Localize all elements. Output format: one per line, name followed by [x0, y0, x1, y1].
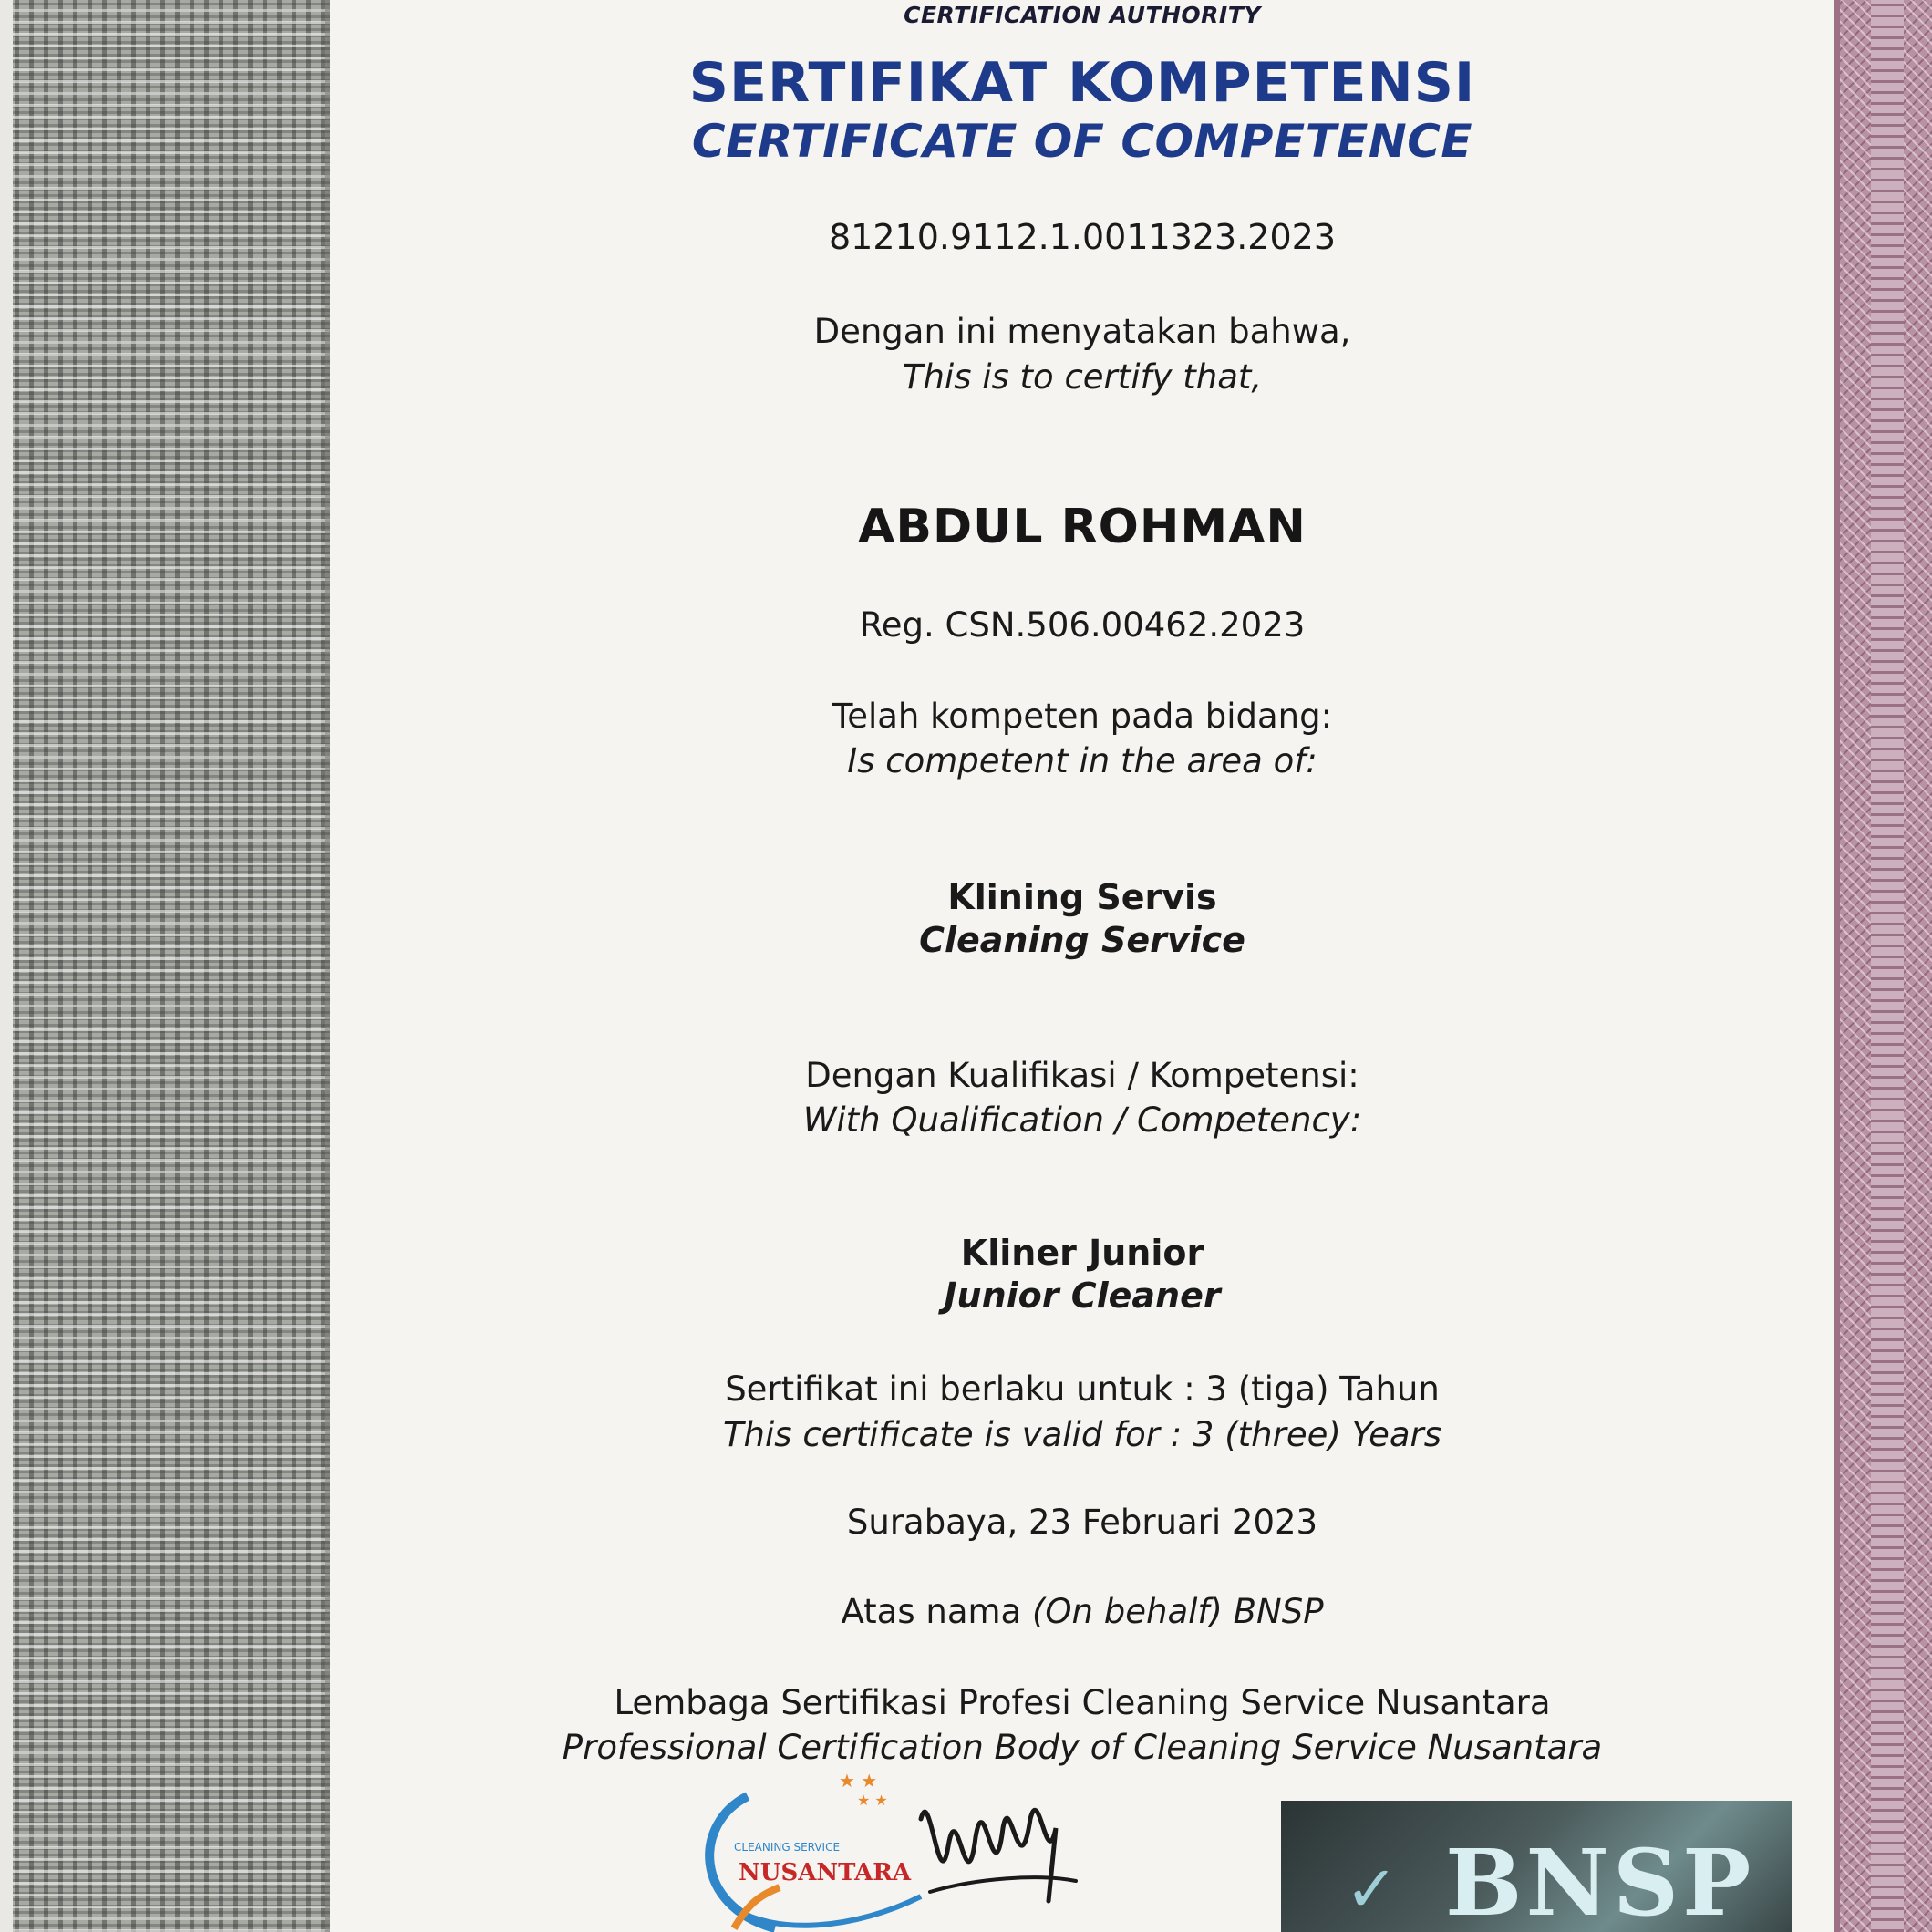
registration-number: Reg. CSN.506.00462.2023 [859, 605, 1306, 645]
certification-authority: CERTIFICATION AUTHORITY [904, 2, 1261, 28]
qualification-value-indonesian: Kliner Junior [960, 1233, 1204, 1273]
svg-text:★ ★: ★ ★ [857, 1792, 888, 1809]
area-label-indonesian: Telah kompeten pada bidang: [832, 697, 1333, 736]
validity-english: This certificate is valid for : 3 (three) Years [722, 1415, 1442, 1454]
bnsp-logo-text: BNSP [1445, 1829, 1755, 1932]
on-behalf-italic: (On behalf) [1031, 1592, 1223, 1631]
statement-english: This is to certify that, [902, 357, 1263, 397]
logo-nusantara-text: NUSANTARA [739, 1859, 912, 1886]
logo-small-text: CLEANING SERVICE [734, 1841, 841, 1854]
title-english: CERTIFICATE OF COMPETENCE [691, 115, 1473, 168]
issuer-indonesian: Lembaga Sertifikasi Profesi Cleaning Service Nusantara [614, 1683, 1551, 1722]
area-label-english: Is competent in the area of: [847, 741, 1317, 780]
signature [903, 1764, 1085, 1932]
qualification-value-english: Junior Cleaner [944, 1276, 1221, 1316]
qualification-label-indonesian: Dengan Kualifikasi / Kompetensi: [805, 1056, 1359, 1095]
on-behalf-org: BNSP [1233, 1592, 1324, 1631]
bnsp-hologram-logo [1281, 1801, 1792, 1932]
left-band-edge [0, 0, 13, 1932]
title-indonesian: SERTIFIKAT KOMPETENSI [688, 51, 1476, 115]
right-border-strip [1871, 0, 1904, 1932]
left-band-inner-edge [325, 0, 330, 1932]
logo-stars-icon: ★ ★ [839, 1770, 878, 1792]
on-behalf-line [330, 1592, 1834, 1631]
right-guilloche-border [1834, 0, 1932, 1932]
left-security-band [0, 0, 330, 1932]
bnsp-check-icon: ✓ [1345, 1852, 1399, 1927]
holder-name: ABDUL ROHMAN [858, 500, 1307, 554]
issuer-english: Professional Certification Body of Cleaning Service Nusantara [562, 1728, 1603, 1767]
place-and-date: Surabaya, 23 Februari 2023 [846, 1503, 1318, 1542]
on-behalf-prefix: Atas nama [841, 1592, 1022, 1631]
qualification-label-english: With Qualification / Competency: [802, 1100, 1362, 1140]
area-value-indonesian: Klining Servis [947, 877, 1217, 917]
validity-indonesian: Sertifikat ini berlaku untuk : 3 (tiga) Tahun [725, 1369, 1440, 1409]
certificate-number: 81210.9112.1.0011323.2023 [828, 217, 1337, 257]
area-value-english: Cleaning Service [919, 920, 1245, 960]
right-border-line [1834, 0, 1840, 1932]
statement-indonesian: Dengan ini menyatakan bahwa, [813, 312, 1351, 351]
lsp-nusantara-logo [693, 1769, 930, 1932]
